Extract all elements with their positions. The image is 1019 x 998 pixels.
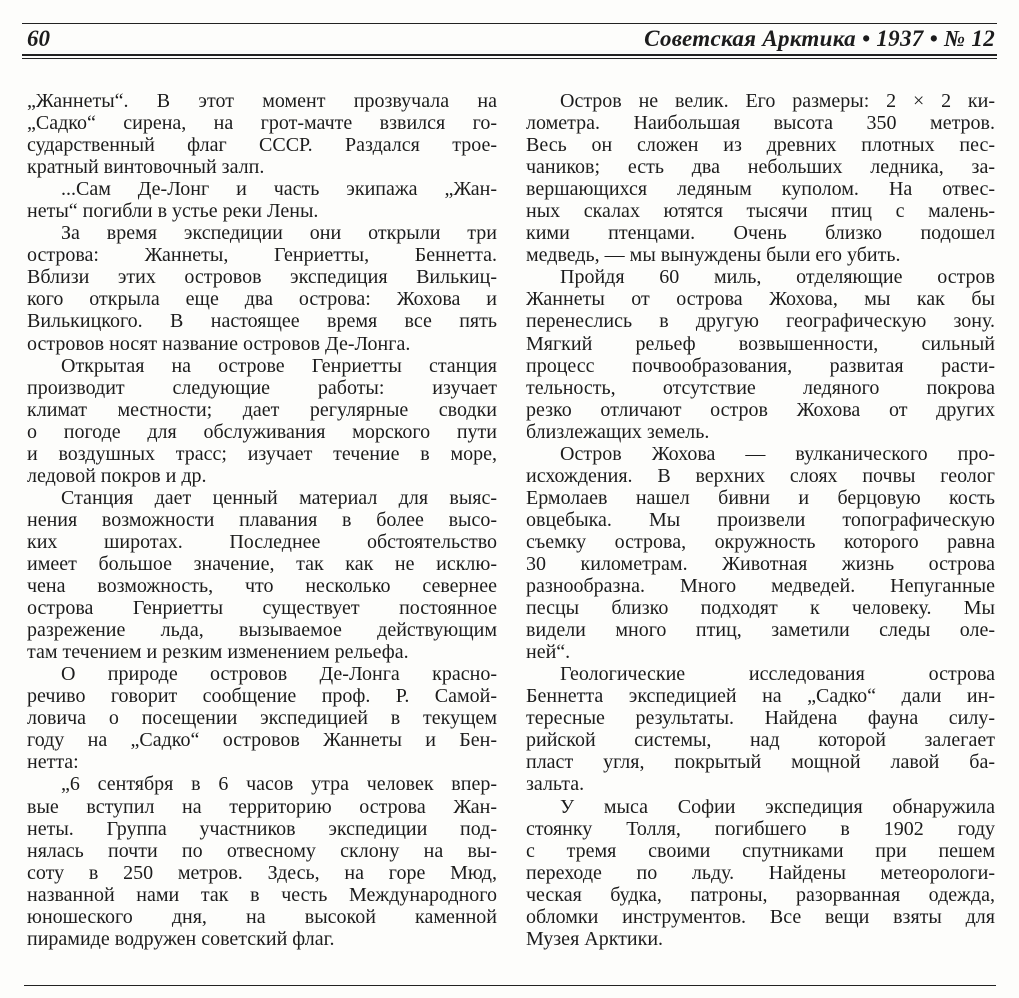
text-line: вые вступил на территорию острова Жан- — [27, 795, 497, 818]
text-line: с тремя своими спутниками при пешем — [526, 839, 995, 862]
text-line: неты. Группа участников экспедиции под- — [27, 817, 497, 840]
text-line: Ермолаев нашел бивни и берцовую кость — [526, 486, 995, 509]
text-line: нялась почти по отвесному склону на вы- — [27, 839, 497, 862]
header-bottom-rule-thin — [22, 58, 997, 59]
paragraph — [526, 266, 995, 442]
paragraph — [27, 90, 497, 178]
text-line: зальта. — [526, 773, 585, 796]
text-line: разнообразна. Много медведей. Непуганные — [526, 575, 995, 598]
text-line: Жаннеты от острова Жохова, мы как бы — [526, 288, 995, 311]
text-line: лометра. Наибольшая высота 350 метров. — [526, 112, 995, 135]
text-line: кратный винтовочный залп. — [27, 156, 265, 179]
text-line: нетта: — [27, 751, 79, 774]
text-line: стоянку Толля, погибшего в 1902 году — [526, 817, 995, 840]
text-line: овцебыка. Мы произвели топографическую — [526, 508, 995, 531]
text-line: имеет большое значение, так как не исклю- — [27, 552, 497, 575]
text-line: Остров Жохова — вулканического про- — [560, 442, 995, 465]
text-line: съемку острова, окружность которого равна — [526, 530, 995, 553]
text-line: Беннетта экспедицией на „Садко“ дали ин- — [526, 685, 995, 708]
text-line: Мягкий рельеф возвышенности, сильный — [526, 332, 995, 355]
text-line: о погоде для обслуживания морского пути — [27, 420, 497, 443]
text-line: кого открыла еще два острова: Жохова и — [27, 288, 497, 311]
text-line: кими птенцами. Очень близко подошел — [526, 222, 995, 245]
text-line: рийской системы, над которой залегает — [526, 729, 995, 752]
text-line: острова Генриетты существует постоянное — [27, 597, 497, 620]
text-line: ных скалах ютятся тысячи птиц с малень- — [526, 200, 995, 223]
text-line: ней“. — [526, 641, 571, 664]
text-line: Пройдя 60 миль, отделяющие остров — [560, 266, 995, 289]
text-line: У мыса Софии экспедиция обнаружила — [560, 795, 995, 818]
text-line: юношеского дня, на высокой каменной — [27, 905, 497, 928]
text-line: соту в 250 метров. Здесь, на горе Мюд, — [27, 861, 497, 884]
text-line: климат местности; дает регулярные сводки — [27, 398, 497, 421]
text-line: островов носят название островов Де-Лонга. — [27, 332, 411, 355]
text-line: ловича о посещении экспедицией в текущем — [27, 707, 497, 730]
text-line: речиво говорит сообщение проф. Р. Самой- — [27, 685, 497, 708]
text-line: 30 километрам. Животная жизнь острова — [526, 552, 995, 575]
page-number: 60 — [27, 26, 50, 51]
text-line: перенеслись в другую географическую зону. — [526, 310, 995, 333]
text-line: видели много птиц, заметили следы оле- — [526, 619, 995, 642]
paragraph — [27, 355, 497, 487]
paragraph — [526, 443, 995, 663]
paragraph — [27, 663, 497, 773]
text-line: Музея Арктики. — [526, 927, 664, 950]
text-line: тельность, отсутствие ледяного покрова — [526, 376, 995, 399]
text-line: „Жаннеты“. В этот момент прозвучала на — [27, 90, 497, 112]
text-line: чаников; есть два небольших ледника, за- — [526, 156, 995, 179]
running-head: Советская Арктика • 1937 • № 12 — [644, 26, 995, 51]
paragraph — [27, 773, 497, 949]
text-line: ледовой покров и др. — [27, 464, 207, 487]
text-line: ...Сам Де-Лонг и часть экипажа „Жан- — [61, 178, 497, 201]
text-line: О природе островов Де-Лонга красно- — [61, 663, 497, 686]
text-line: чена возможность, что несколько севернее — [27, 575, 497, 598]
paragraph — [526, 796, 995, 950]
text-line: обломки инструментов. Все вещи взяты для — [526, 905, 995, 928]
text-line: медведь, — мы вынуждены были его убить. — [526, 244, 901, 267]
text-line: близлежащих земель. — [526, 420, 710, 443]
text-line: „6 сентября в 6 часов утра человек впер- — [61, 773, 497, 796]
text-line: Вилькицкого. В настоящее время все пять — [27, 310, 497, 333]
text-line: ческая будка, патроны, разорванная одежда, — [526, 883, 995, 906]
text-line: За время экспедиции они открыли три — [61, 222, 497, 245]
text-line: и воздушных трасс; изучает течение в море, — [27, 442, 497, 465]
text-line: нения возможности плавания в более высо- — [27, 508, 497, 531]
text-line: переходе по льду. Найдены метеорологи- — [526, 861, 995, 884]
header-bottom-rule — [22, 54, 997, 56]
text-line: названной нами так в честь Международного — [27, 883, 497, 906]
text-line: ких широтах. Последнее обстоятельство — [27, 530, 497, 553]
paragraph — [27, 178, 497, 222]
footer-rule — [24, 985, 996, 986]
paragraph — [526, 90, 995, 266]
text-line: производит следующие работы: изучает — [27, 376, 497, 399]
text-column-right — [526, 90, 995, 950]
text-line: процесс почвообразования, развитая расти- — [526, 354, 995, 377]
paragraph — [526, 663, 995, 795]
text-line: Станция дает ценный материал для выяс- — [61, 486, 497, 509]
text-line: Весь он сложен из древних плотных пес- — [526, 134, 995, 157]
text-line: вершающихся ледяным куполом. На отвес- — [526, 178, 995, 201]
text-line: Остров не велик. Его размеры: 2 × 2 ки- — [560, 90, 995, 112]
paragraph — [27, 222, 497, 354]
text-line: году на „Садко“ островов Жаннеты и Бен- — [27, 729, 497, 752]
text-line: Открытая на острове Генриетты станция — [61, 354, 497, 377]
text-line: пирамиде водружен советский флаг. — [27, 927, 335, 950]
text-line: неты“ погибли в устье реки Лены. — [27, 200, 319, 223]
text-line: тересные результаты. Найдена фауна силу- — [526, 707, 995, 730]
text-line: пласт угля, покрытый мощной лавой ба- — [526, 751, 995, 774]
text-line: разрежение льда, вызываемое действующим — [27, 619, 497, 642]
text-line: острова: Жаннеты, Генриетты, Беннетта. — [27, 244, 497, 267]
text-line: „Садко“ сирена, на грот-мачте взвился го- — [27, 112, 497, 135]
paragraph — [27, 487, 497, 663]
text-line: там течением и резким изменением рельефа. — [27, 641, 409, 664]
text-line: Геологические исследования острова — [560, 663, 995, 686]
text-line: резко отличают остров Жохова от других — [526, 398, 995, 421]
header-top-rule — [22, 23, 997, 24]
text-column-left — [27, 90, 497, 950]
text-line: Вблизи этих островов экспедиция Вилькиц- — [27, 266, 497, 289]
text-line: песцы близко подходят к человеку. Мы — [526, 597, 995, 620]
text-line: сударственный флаг СССР. Раздался трое- — [27, 134, 497, 157]
text-line: исхождения. В верхних слоях почвы геолог — [526, 464, 995, 487]
